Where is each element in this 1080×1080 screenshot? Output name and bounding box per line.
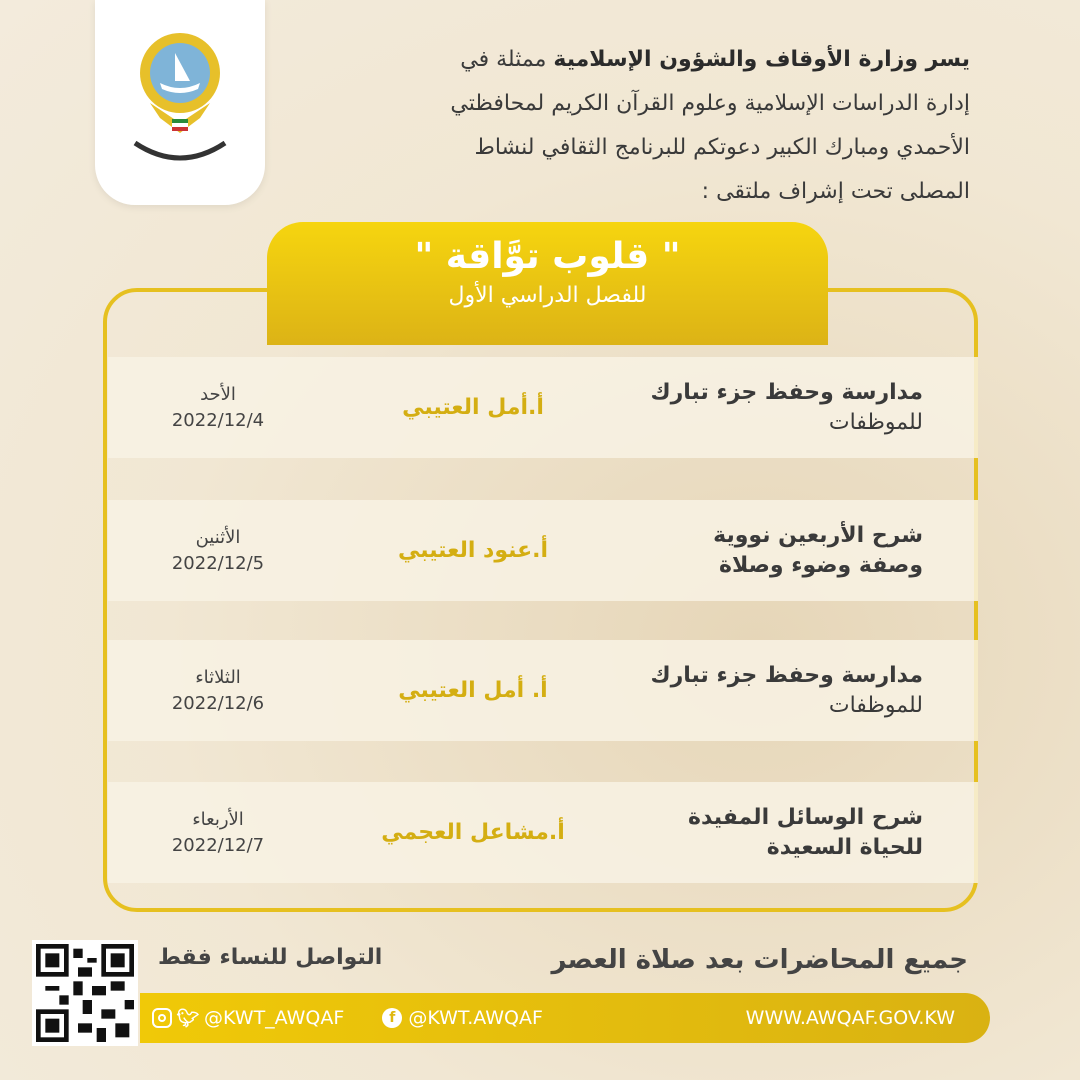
teacher: أ.مشاعل العجمي	[381, 820, 565, 845]
day: الأربعاء	[192, 808, 244, 830]
qr-code-icon	[36, 944, 134, 1042]
topic-audience: للموظفات	[828, 692, 923, 718]
day: الثلاثاء	[195, 666, 241, 688]
topic-line2: وصفة وضوء وصلاة	[718, 552, 923, 578]
topic-audience: للموظفات	[828, 409, 923, 435]
program-subtitle: للفصل الدراسي الأول	[448, 283, 647, 308]
intro-rest: ممثلة في إدارة الدراسات الإسلامية وعلوم القرآن الكريم لمحافظتي الأحمدي ومبارك الكبير دعوتكم للبرنامج الثقافي لنشاط المصلى تحت إشراف ملتقى :	[450, 47, 970, 204]
schedule-row	[108, 500, 978, 601]
qr-code[interactable]	[32, 940, 138, 1046]
intro-paragraph	[410, 38, 970, 214]
program-header	[267, 222, 828, 345]
date: 2022/12/5	[171, 552, 265, 574]
twitter-instagram-handle[interactable]	[152, 1007, 344, 1029]
contact-bar	[140, 993, 990, 1043]
teacher: أ.أمل العتيبي	[402, 395, 544, 420]
topic: شرح الأربعين نووية	[713, 522, 923, 548]
date: 2022/12/4	[171, 409, 265, 431]
ministry-logo	[95, 0, 265, 205]
website-link[interactable]: WWW.AWQAF.GOV.KW	[745, 1007, 955, 1029]
twitter-icon: 🐦︎	[176, 1007, 200, 1029]
topic-line2: للحياة السعيدة	[766, 834, 923, 860]
facebook-handle-text: @KWT.AWQAF	[408, 1007, 543, 1029]
intro-bold: يسر وزارة الأوقاف والشؤون الإسلامية	[553, 47, 970, 72]
teacher: أ. أمل العتيبي	[398, 678, 548, 703]
schedule-row	[108, 640, 978, 741]
topic: مدارسة وحفظ جزء تبارك	[650, 662, 923, 688]
teacher: أ.عنود العتيبي	[397, 538, 549, 563]
women-only-note: التواصل للنساء فقط	[158, 945, 383, 970]
facebook-handle[interactable]	[382, 1007, 543, 1029]
schedule-row	[108, 357, 978, 458]
topic: شرح الوسائل المفيدة	[688, 804, 923, 830]
topic: مدارسة وحفظ جزء تبارك	[650, 379, 923, 405]
lectures-time-note: جميع المحاضرات بعد صلاة العصر	[551, 945, 968, 975]
instagram-icon	[152, 1008, 172, 1028]
date: 2022/12/7	[171, 834, 265, 856]
day: الأحد	[200, 383, 236, 405]
program-title: " قلوب توَّاقة "	[414, 236, 681, 277]
day: الأثنين	[195, 526, 241, 548]
facebook-icon: f	[382, 1008, 402, 1028]
kuwait-emblem-icon	[120, 23, 240, 183]
schedule-row	[108, 782, 978, 883]
date: 2022/12/6	[171, 692, 265, 714]
twitter-handle-text: @KWT_AWQAF	[204, 1007, 345, 1029]
